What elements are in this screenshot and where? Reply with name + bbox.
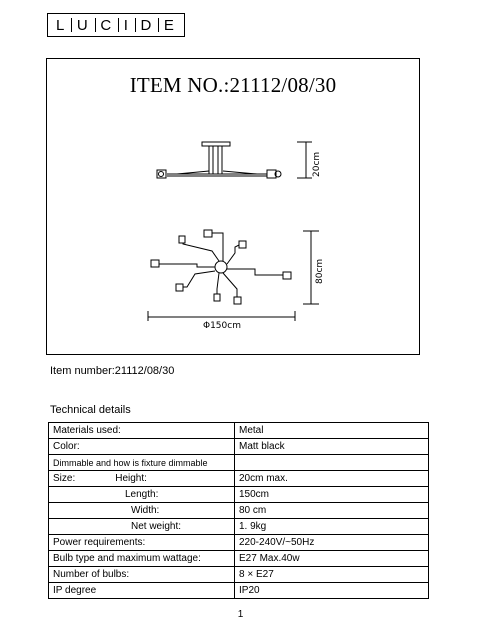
item-title: ITEM NO.:21112/08/30 [129, 73, 337, 97]
center-hub [215, 261, 227, 273]
table-row [49, 551, 429, 567]
spec-label-cell [49, 503, 235, 519]
depth-dimension-label: 80cm [315, 258, 325, 284]
table-row [49, 487, 429, 503]
spec-sublabel: Length: [125, 489, 159, 500]
bulb-holder [234, 297, 241, 304]
spec-label: Dimmable and how is fixture dimmable [49, 455, 235, 471]
table-row [49, 423, 429, 439]
spec-label: Number of bulbs: [49, 567, 235, 583]
logo-letter: I [123, 16, 130, 34]
logo-divider [118, 18, 119, 32]
spec-label: Power requirements: [49, 535, 235, 551]
table-row [49, 583, 429, 599]
logo-divider [95, 18, 96, 32]
spec-sublabel: Width: [131, 505, 160, 516]
spec-value: Metal [235, 423, 429, 439]
spec-label: Color: [49, 439, 235, 455]
spec-value [235, 455, 429, 471]
logo-letter: E [163, 16, 176, 34]
fixture-drawing [47, 59, 419, 354]
logo-divider [135, 18, 136, 32]
bulb-holder [283, 272, 291, 279]
logo-letter: L [56, 16, 67, 34]
bulb-holder [214, 294, 220, 301]
table-row [49, 535, 429, 551]
technical-details-table [48, 422, 429, 599]
table-row [49, 503, 429, 519]
spec-sublabel: Height: [115, 473, 147, 484]
bulb-holder [151, 260, 159, 267]
spec-value: E27 Max.40w [235, 551, 429, 567]
bulb-holder [179, 236, 185, 243]
spec-label: Materials used: [49, 423, 235, 439]
spec-label: Bulb type and maximum wattage: [49, 551, 235, 567]
spec-label: Size: [53, 473, 76, 484]
bulb-holder [204, 230, 212, 237]
spec-value: 8 × E27 [235, 567, 429, 583]
spec-value: 150cm [235, 487, 429, 503]
lucide-logo [47, 13, 185, 37]
top-view [151, 230, 291, 304]
technical-drawing-frame [46, 58, 420, 355]
logo-divider [158, 18, 159, 32]
logo-letter: C [100, 16, 114, 34]
spec-value: 1. 9kg [235, 519, 429, 535]
spec-value: IP20 [235, 583, 429, 599]
spec-sublabel: Net weight: [131, 521, 182, 532]
page-number: 1 [237, 609, 244, 620]
bulb-holder [176, 284, 183, 291]
logo-letter: U [76, 16, 90, 34]
table-row [49, 455, 429, 471]
height-dimension [297, 142, 312, 178]
side-view [157, 142, 281, 178]
spec-label-cell [49, 471, 235, 487]
spec-label-cell [49, 519, 235, 535]
bulb-holder [239, 241, 246, 248]
logo-divider [71, 18, 72, 32]
spec-label: IP degree [49, 583, 235, 599]
table-row [49, 519, 429, 535]
table-row [49, 471, 429, 487]
spec-value: Matt black [235, 439, 429, 455]
diameter-dimension [148, 311, 295, 321]
table-row [49, 439, 429, 455]
spec-value: 20cm max. [235, 471, 429, 487]
table-row [49, 567, 429, 583]
height-dimension-label: 20cm [312, 151, 322, 177]
spec-label-cell [49, 487, 235, 503]
logo-letter: D [140, 16, 154, 34]
technical-details-heading: Technical details [50, 404, 131, 416]
ceiling-plate [202, 142, 230, 146]
diameter-dimension-label: Φ150cm [203, 321, 241, 331]
spec-value: 220-240V/~50Hz [235, 535, 429, 551]
item-number-line: Item number:21112/08/30 [50, 365, 175, 377]
spec-value: 80 cm [235, 503, 429, 519]
